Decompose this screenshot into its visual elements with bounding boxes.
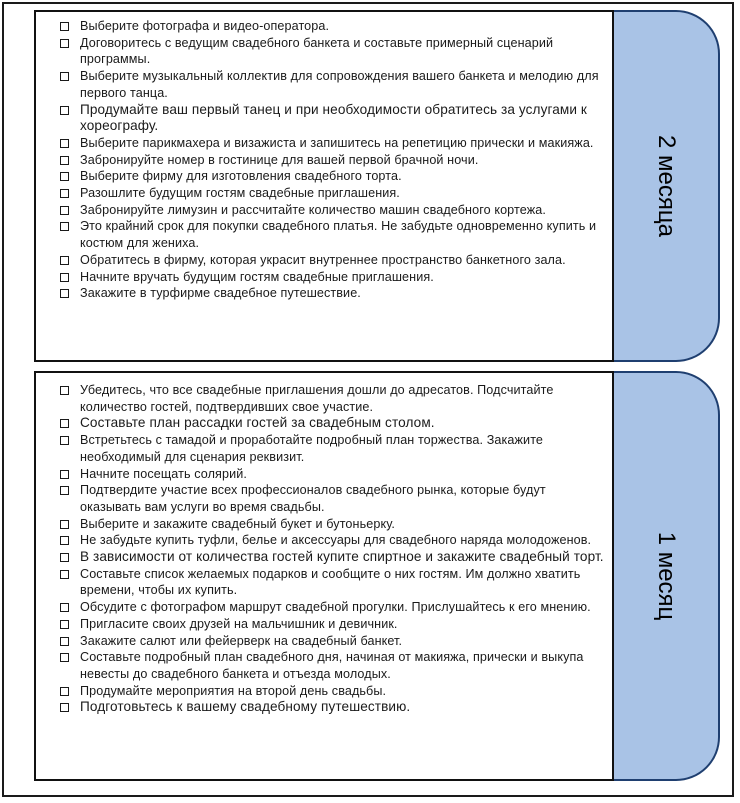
checklist-item-text: Пригласите своих друзей на мальчишник и девичник.: [80, 616, 398, 631]
checkbox-icon: [60, 222, 69, 231]
checklist-item-text: Забронируйте номер в гостинице для вашей первой брачной ночи.: [80, 152, 479, 167]
checklist-item-text: Убедитесь, что все свадебные приглашения дошли до адресатов. Подсчитайте количество гостей, подтвердивших свое участие.: [80, 383, 554, 414]
checklist-item: [60, 168, 606, 185]
checklist-item-text: Встретьтесь с тамадой и проработайте подробный план торжества. Закажите необходимый для сценария реквизит.: [80, 433, 544, 464]
checklist-item-text: Выберите парикмахера и визажиста и запишитесь на репетицию прически и макияжа.: [80, 135, 594, 150]
checkbox-icon: [60, 620, 69, 629]
checklist-item: [60, 566, 606, 599]
tab-label-2-months: 2 месяца: [653, 135, 680, 237]
checklist-item: [60, 68, 606, 101]
tab-1-month: [612, 371, 720, 781]
checklist-item: [60, 699, 606, 716]
checkbox-icon: [60, 603, 69, 612]
checklist-item: [60, 35, 606, 68]
checklist-item-text: Составьте подробный план свадебного дня, начиная от макияжа, прически и выкупа невесты до свадебного банкета и отъезда молодых.: [80, 650, 584, 681]
checklist-item: [60, 516, 606, 533]
checkbox-icon: [60, 72, 69, 81]
checkbox-icon: [60, 419, 69, 428]
checkbox-icon: [60, 139, 69, 148]
page-frame: [2, 2, 734, 797]
checklist-item: [60, 616, 606, 633]
checklist-item: [60, 649, 606, 682]
checklist-item: [60, 549, 606, 566]
checklist-item: [60, 185, 606, 202]
checkbox-icon: [60, 703, 69, 712]
checkbox-icon: [60, 520, 69, 529]
checklist-item: [60, 152, 606, 169]
checklist-item-text: Забронируйте лимузин и рассчитайте количество машин свадебного кортежа.: [80, 202, 546, 217]
checkbox-icon: [60, 172, 69, 181]
checkbox-icon: [60, 256, 69, 265]
checklist-item: [60, 285, 606, 302]
checklist-panel-1-month: [34, 371, 614, 781]
checklist-item-text: В зависимости от количества гостей купите спиртное и закажите свадебный торт.: [80, 549, 604, 565]
checklist-2-months: [60, 18, 606, 302]
checklist-item-text: Закажите в турфирме свадебное путешествие.: [80, 286, 361, 301]
checklist-item-text: Обсудите с фотографом маршрут свадебной прогулки. Прислушайтесь к его мнению.: [80, 600, 591, 615]
checkbox-icon: [60, 22, 69, 31]
checklist-item: [60, 482, 606, 515]
checklist-item-text: Обратитесь в фирму, которая украсит внутреннее пространство банкетного зала.: [80, 252, 566, 267]
checkbox-icon: [60, 536, 69, 545]
tab-2-months: [612, 10, 720, 362]
checklist-item: [60, 415, 606, 432]
checklist-item: [60, 252, 606, 269]
checklist-item: [60, 466, 606, 483]
checkbox-icon: [60, 687, 69, 696]
checkbox-icon: [60, 106, 69, 115]
checklist-item-text: Это крайний срок для покупки свадебного платья. Не забудьте одновременно купить и костюм для жениха.: [80, 219, 597, 251]
checklist-item-text: Начните вручать будущим гостям свадебные приглашения.: [80, 269, 434, 284]
checklist-item-text: Выберите музыкальный коллектив для сопровождения вашего банкета и мелодию для первого танца.: [80, 69, 599, 100]
checkbox-icon: [60, 386, 69, 395]
section-2-months: [34, 10, 720, 362]
checklist-item-text: Закажите салют или фейерверк на свадебный банкет.: [80, 633, 403, 648]
checkbox-icon: [60, 39, 69, 48]
checklist-item: [60, 683, 606, 700]
checklist-item-text: Подтвердите участие всех профессионалов свадебного рынка, которые будут оказывать вам услуги во время свадьбы.: [80, 483, 546, 514]
checklist-item-text: Продумайте мероприятия на второй день свадьбы.: [80, 683, 387, 698]
checklist-item-text: Подготовьтесь к вашему свадебному путешествию.: [80, 699, 411, 715]
checkbox-icon: [60, 189, 69, 198]
checklist-item: [60, 269, 606, 286]
checkbox-icon: [60, 436, 69, 445]
checklist-item-text: Договоритесь с ведущим свадебного банкета и составьте примерный сценарий программы.: [80, 35, 554, 67]
checkbox-icon: [60, 486, 69, 495]
checklist-item-text: Составьте план рассадки гостей за свадебным столом.: [80, 415, 435, 431]
checklist-item-text: Начните посещать солярий.: [80, 466, 247, 481]
checklist-item: [60, 599, 606, 616]
checklist-item: [60, 432, 606, 465]
checklist-item: [60, 633, 606, 650]
checkbox-icon: [60, 470, 69, 479]
checklist-panel-2-months: [34, 10, 614, 362]
checkbox-icon: [60, 653, 69, 662]
checklist-item: [60, 202, 606, 219]
checklist-item: [60, 135, 606, 152]
checklist-item-text: Составьте список желаемых подарков и сообщите о них гостям. Им должно хватить времени, чтобы их купить.: [80, 566, 581, 598]
checklist-1-month: [60, 382, 606, 716]
checklist-item: [60, 102, 606, 135]
section-1-month: [34, 371, 720, 781]
checklist-item-text: Выберите фотографа и видео-оператора.: [80, 19, 330, 33]
checkbox-icon: [60, 289, 69, 298]
checkbox-icon: [60, 156, 69, 165]
checklist-item-text: Не забудьте купить туфли, белье и аксессуары для свадебного наряда молодоженов.: [80, 533, 592, 548]
checklist-item-text: Выберите фирму для изготовления свадебного торта.: [80, 169, 402, 184]
tab-label-1-month: 1 месяц: [653, 531, 680, 621]
checkbox-icon: [60, 637, 69, 646]
checklist-item-text: Продумайте ваш первый танец и при необходимости обратитесь за услугами к хореографу.: [80, 101, 587, 134]
checkbox-icon: [60, 553, 69, 562]
checklist-item: [60, 218, 606, 251]
checklist-item: [60, 382, 606, 415]
checkbox-icon: [60, 206, 69, 215]
checklist-item-text: Выберите и закажите свадебный букет и бутоньерку.: [80, 516, 395, 531]
checklist-item: [60, 18, 606, 35]
checklist-item: [60, 532, 606, 549]
checkbox-icon: [60, 273, 69, 282]
checkbox-icon: [60, 570, 69, 579]
checklist-item-text: Разошлите будущим гостям свадебные приглашения.: [80, 186, 400, 201]
